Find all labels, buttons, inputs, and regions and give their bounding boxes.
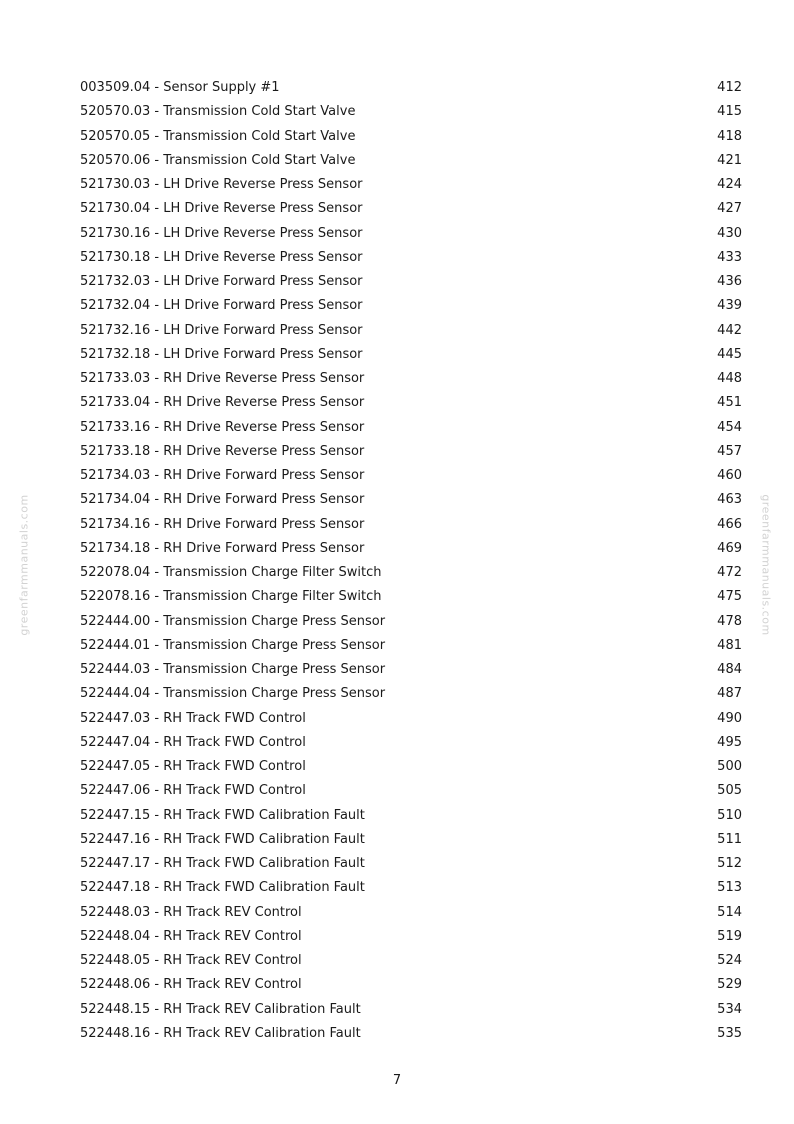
toc-entry[interactable] — [80, 1022, 742, 1046]
toc-entry-title: 521734.04 - RH Drive Forward Press Sensor — [80, 492, 365, 508]
toc-entry-title: 522447.06 - RH Track FWD Control — [80, 783, 306, 799]
toc-entry-title: 522444.00 - Transmission Charge Press Sensor — [80, 613, 386, 629]
toc-entry-title: 522447.03 - RH Track FWD Control — [80, 710, 306, 726]
toc-entry[interactable] — [80, 343, 742, 367]
toc-entry-title: 521732.04 - LH Drive Forward Press Sensor — [80, 298, 363, 314]
toc-entry-title: 522448.06 - RH Track REV Control — [80, 977, 302, 993]
watermark-left: greenfarmmanuals.com — [17, 494, 31, 636]
toc-entry-page: 439 — [717, 298, 742, 314]
toc-entry[interactable] — [80, 319, 742, 343]
toc-entry[interactable] — [80, 149, 742, 173]
toc-entry-title: 522078.16 - Transmission Charge Filter Switch — [80, 589, 382, 605]
toc-entry-page: 484 — [717, 662, 742, 677]
toc-entry[interactable] — [80, 876, 742, 900]
toc-entry-page: 418 — [717, 128, 742, 144]
toc-entry-page: 500 — [717, 759, 742, 774]
toc-entry-page: 512 — [717, 856, 742, 871]
toc-entry-title: 521732.18 - LH Drive Forward Press Sensor — [80, 346, 363, 362]
toc-entry-page: 519 — [717, 928, 742, 944]
toc-entry[interactable] — [80, 925, 742, 949]
page-number: 7 — [392, 1073, 402, 1088]
toc-entry[interactable] — [80, 464, 742, 488]
toc-entry-page: 421 — [717, 152, 742, 168]
toc-entry[interactable] — [80, 901, 742, 925]
toc-entry-page: 495 — [717, 734, 742, 750]
toc-entry[interactable] — [80, 779, 742, 803]
toc-entry[interactable] — [80, 294, 742, 318]
toc-entry-title: 521730.16 - LH Drive Reverse Press Sensor — [80, 225, 363, 241]
toc-entry-page: 513 — [717, 880, 742, 896]
toc-entry-title: 522447.17 - RH Track FWD Calibration Fault — [80, 856, 365, 871]
toc-entry[interactable] — [80, 561, 742, 585]
toc-entry-title: 522444.03 - Transmission Charge Press Sensor — [80, 662, 386, 677]
toc-entry-title: 521734.03 - RH Drive Forward Press Sensor — [80, 468, 365, 483]
toc-entry[interactable] — [80, 585, 742, 609]
toc-entry[interactable] — [80, 440, 742, 464]
toc-entry-page: 466 — [717, 516, 742, 532]
toc-entry-title: 521732.16 - LH Drive Forward Press Sensor — [80, 322, 363, 338]
toc-entry-page: 529 — [717, 977, 742, 993]
toc-entry-page: 442 — [717, 322, 742, 338]
toc-entry-title: 520570.05 - Transmission Cold Start Valve — [80, 128, 356, 144]
toc-entry[interactable] — [80, 222, 742, 246]
toc-entry-page: 412 — [717, 80, 742, 95]
toc-entry-title: 520570.06 - Transmission Cold Start Valve — [80, 152, 356, 168]
toc-entry[interactable] — [80, 246, 742, 270]
toc-entry-title: 522447.05 - RH Track FWD Control — [80, 759, 306, 774]
toc-entry[interactable] — [80, 731, 742, 755]
toc-entry-page: 514 — [717, 904, 742, 920]
toc-entry-page: 436 — [717, 274, 742, 289]
toc-entry-title: 521733.03 - RH Drive Reverse Press Sensor — [80, 371, 365, 386]
table-of-contents — [80, 76, 742, 1046]
toc-entry[interactable] — [80, 391, 742, 415]
toc-entry-page: 472 — [717, 565, 742, 580]
toc-entry[interactable] — [80, 755, 742, 779]
toc-entry-page: 424 — [717, 177, 742, 192]
toc-entry[interactable] — [80, 197, 742, 221]
toc-entry-page: 487 — [717, 686, 742, 702]
toc-entry-title: 522448.03 - RH Track REV Control — [80, 904, 302, 920]
toc-entry-page: 451 — [717, 395, 742, 411]
toc-entry-page: 481 — [717, 637, 742, 653]
toc-entry[interactable] — [80, 125, 742, 149]
toc-entry-title: 521730.03 - LH Drive Reverse Press Sensor — [80, 177, 363, 192]
toc-entry-title: 522448.05 - RH Track REV Control — [80, 953, 302, 968]
toc-entry-title: 521730.04 - LH Drive Reverse Press Sensor — [80, 201, 363, 217]
toc-entry-title: 521733.16 - RH Drive Reverse Press Sensor — [80, 419, 365, 435]
toc-entry-title: 522448.15 - RH Track REV Calibration Fault — [80, 1001, 361, 1017]
toc-entry[interactable] — [80, 658, 742, 682]
toc-entry-page: 448 — [717, 371, 742, 386]
watermark-right: greenfarmmanuals.com — [759, 494, 773, 636]
toc-entry-title: 521732.03 - LH Drive Forward Press Sensor — [80, 274, 363, 289]
toc-entry-page: 430 — [717, 225, 742, 241]
toc-entry-title: 521734.18 - RH Drive Forward Press Sensor — [80, 540, 365, 556]
toc-entry[interactable] — [80, 973, 742, 997]
toc-entry[interactable] — [80, 998, 742, 1022]
toc-entry-title: 520570.03 - Transmission Cold Start Valve — [80, 104, 356, 120]
toc-entry[interactable] — [80, 76, 742, 100]
toc-entry-title: 521734.16 - RH Drive Forward Press Sensor — [80, 516, 365, 532]
toc-entry[interactable] — [80, 804, 742, 828]
toc-entry-page: 427 — [717, 201, 742, 217]
toc-entry[interactable] — [80, 416, 742, 440]
toc-entry[interactable] — [80, 173, 742, 197]
toc-entry[interactable] — [80, 949, 742, 973]
toc-entry-title: 522078.04 - Transmission Charge Filter Switch — [80, 565, 382, 580]
toc-entry-title: 521730.18 - LH Drive Reverse Press Sensor — [80, 249, 363, 265]
toc-entry-page: 469 — [717, 540, 742, 556]
toc-entry-page: 510 — [717, 807, 742, 823]
toc-entry[interactable] — [80, 100, 742, 124]
toc-entry-page: 505 — [717, 783, 742, 799]
toc-entry[interactable] — [80, 682, 742, 706]
toc-entry-title: 521733.18 - RH Drive Reverse Press Sensor — [80, 443, 365, 459]
toc-entry-title: 522447.16 - RH Track FWD Calibration Fault — [80, 831, 365, 847]
toc-entry[interactable] — [80, 610, 742, 634]
toc-entry-page: 463 — [717, 492, 742, 508]
toc-entry-title: 522447.04 - RH Track FWD Control — [80, 734, 306, 750]
toc-entry[interactable] — [80, 537, 742, 561]
toc-entry-title: 522447.18 - RH Track FWD Calibration Fault — [80, 880, 365, 896]
toc-entry-page: 460 — [717, 468, 742, 483]
toc-entry-title: 521733.04 - RH Drive Reverse Press Sensor — [80, 395, 365, 411]
toc-entry-page: 457 — [717, 443, 742, 459]
toc-entry[interactable] — [80, 707, 742, 731]
toc-entry-page: 524 — [717, 953, 742, 968]
toc-entry-page: 490 — [717, 710, 742, 726]
toc-entry[interactable] — [80, 367, 742, 391]
toc-entry-title: 003509.04 - Sensor Supply #1 — [80, 80, 280, 95]
toc-entry-page: 445 — [717, 346, 742, 362]
toc-entry-page: 475 — [717, 589, 742, 605]
toc-entry[interactable] — [80, 852, 742, 876]
toc-entry-page: 535 — [717, 1025, 742, 1041]
toc-entry-title: 522444.01 - Transmission Charge Press Sensor — [80, 637, 386, 653]
toc-entry-page: 478 — [717, 613, 742, 629]
toc-entry-title: 522444.04 - Transmission Charge Press Sensor — [80, 686, 386, 702]
toc-entry-page: 454 — [717, 419, 742, 435]
toc-entry-page: 534 — [717, 1001, 742, 1017]
toc-entry-page: 433 — [717, 249, 742, 265]
toc-entry[interactable] — [80, 828, 742, 852]
toc-entry-title: 522447.15 - RH Track FWD Calibration Fault — [80, 807, 365, 823]
toc-entry[interactable] — [80, 488, 742, 512]
toc-entry-title: 522448.16 - RH Track REV Calibration Fault — [80, 1025, 361, 1041]
toc-entry[interactable] — [80, 270, 742, 294]
toc-entry-page: 415 — [717, 104, 742, 120]
toc-entry-page: 511 — [717, 831, 742, 847]
toc-entry-title: 522448.04 - RH Track REV Control — [80, 928, 302, 944]
toc-entry[interactable] — [80, 513, 742, 537]
toc-entry[interactable] — [80, 634, 742, 658]
